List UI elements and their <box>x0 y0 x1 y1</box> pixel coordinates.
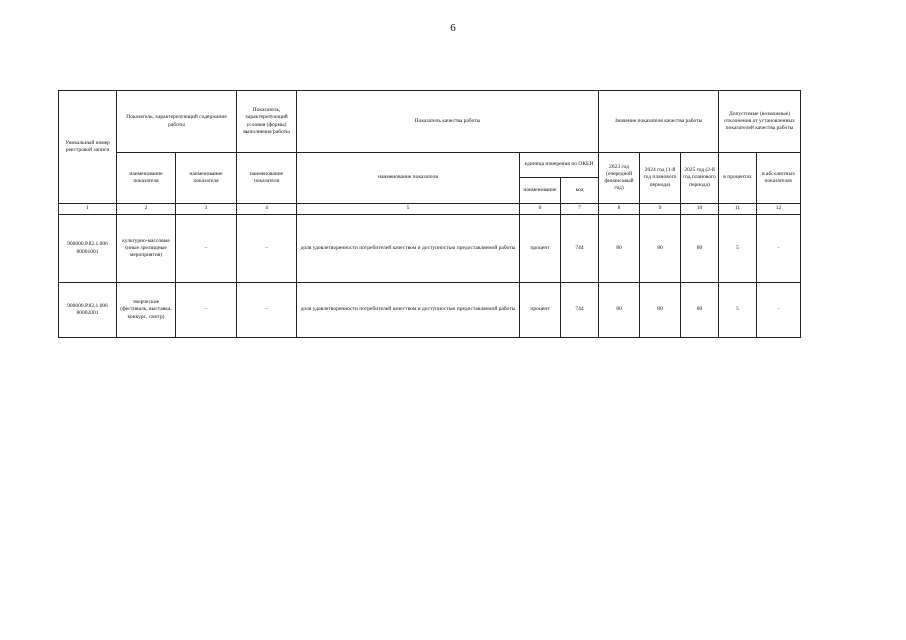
header-unit-okei: единица измерения по ОКЕИ <box>520 153 599 178</box>
deviation-percent: 5 <box>719 215 757 283</box>
column-numbers-row <box>59 204 801 215</box>
header-year-2025: 2025 год (2-й год планового периода) <box>681 153 719 204</box>
header-quality-indicator: Показатель качества работы <box>297 91 599 153</box>
content-indicator-value: творческие (фестиваль, выставка, конкурс, смотр) <box>117 283 176 338</box>
table-row <box>59 283 801 338</box>
column-number: 12 <box>757 204 801 215</box>
quality-indicator-name: доля удовлетворенности потребителей качеством и доступностью предоставляемой работы <box>297 283 520 338</box>
header-row-2 <box>59 153 801 178</box>
column-number: 11 <box>719 204 757 215</box>
column-number: 7 <box>561 204 599 215</box>
header-content-indicator: Показатель, характеризующий содержание работы <box>117 91 237 153</box>
header-year-2024: 2024 год (1-й год планового периода) <box>640 153 681 204</box>
value-2025: 80 <box>681 283 719 338</box>
value-2023: 80 <box>599 215 640 283</box>
header-unit-code: код <box>561 178 599 204</box>
header-year-2023: 2023 год (очередной финансовый год) <box>599 153 640 204</box>
content-indicator-2-value: – <box>176 283 237 338</box>
content-indicator-2-value: – <box>176 215 237 283</box>
header-unique-number: Уникальный номер реестровой записи <box>59 91 117 204</box>
deviation-absolute: - <box>757 215 801 283</box>
column-number: 5 <box>297 204 520 215</box>
value-2023: 80 <box>599 283 640 338</box>
header-unit-name: наименование <box>520 178 561 204</box>
unit-name: процент <box>520 215 561 283</box>
header-in-percent: в процентах <box>719 153 757 204</box>
header-condition-indicator: Показатель, характеризующий условия (формы) выполнения работы <box>237 91 297 153</box>
quality-indicator-name: доля удовлетворенности потребителей качеством и доступностью предоставляемой работы <box>297 215 520 283</box>
unit-code: 744 <box>561 215 599 283</box>
condition-indicator-value: – <box>237 215 297 283</box>
content-indicator-value: культурно-массовые (иные зрелищные мероприятия) <box>117 215 176 283</box>
header-quality-value: Значение показателя качества работы <box>599 91 719 153</box>
record-number: 900000.Р.82.1.006 80001001 <box>59 215 117 283</box>
column-number: 4 <box>237 204 297 215</box>
column-number: 1 <box>59 204 117 215</box>
value-2024: 80 <box>640 215 681 283</box>
column-number: 9 <box>640 204 681 215</box>
column-number: 2 <box>117 204 176 215</box>
column-number: 8 <box>599 204 640 215</box>
header-row-1 <box>59 91 801 153</box>
table-row <box>59 215 801 283</box>
column-number: 10 <box>681 204 719 215</box>
header-in-absolute: в абсолютных показателях <box>757 153 801 204</box>
header-indicator-name: наименование показателя <box>117 153 176 204</box>
condition-indicator-value: – <box>237 283 297 338</box>
header-allowed-deviation: Допустимые (возможные) отклонения от установленных показателей качества работы <box>719 91 801 153</box>
header-indicator-name: наименование показателя <box>176 153 237 204</box>
value-2025: 80 <box>681 215 719 283</box>
header-quality-indicator-name: наименование показателя <box>297 153 520 204</box>
deviation-percent: 5 <box>719 283 757 338</box>
page-number: 6 <box>450 22 456 34</box>
value-2024: 80 <box>640 283 681 338</box>
column-number: 6 <box>520 204 561 215</box>
deviation-absolute: - <box>757 283 801 338</box>
column-number: 3 <box>176 204 237 215</box>
unit-code: 744 <box>561 283 599 338</box>
header-indicator-name: наименование показателя <box>237 153 297 204</box>
record-number: 900000.Р.82.1.006 80002001 <box>59 283 117 338</box>
unit-name: процент <box>520 283 561 338</box>
quality-indicators-table <box>58 90 801 338</box>
